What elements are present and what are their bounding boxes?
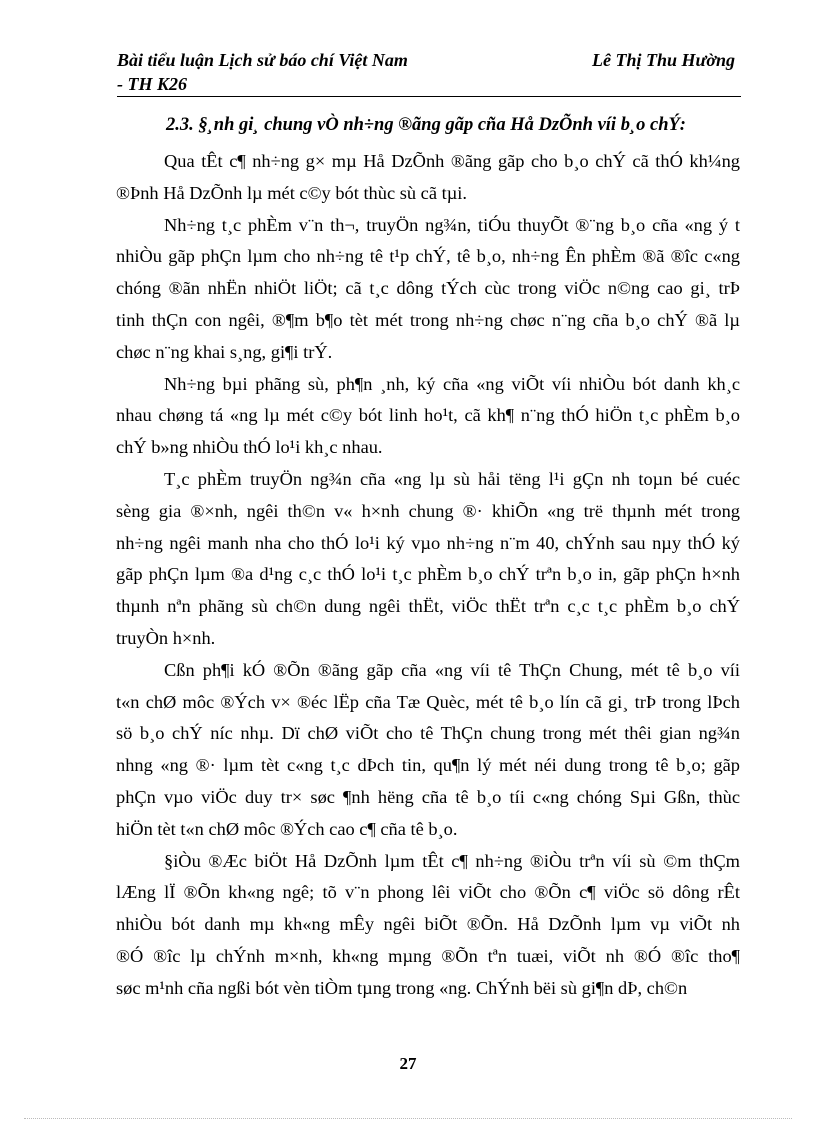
paragraph-4-line: nh÷ng ngêi manh nha cho thÓ lo¹i ký vµo nh÷ng n¨m 40, chÝnh sau nµy thÓ ký [116, 532, 740, 553]
footer-divider [24, 1118, 792, 1119]
paragraph-1-line: Qua tÊt c¶ nh÷ng g× mµ Hå DzÕnh ®ãng gãp cho b¸o chÝ cã thÓ kh¼ng [164, 151, 740, 171]
paragraph-3-line: chÝ b»ng nhiÒu thÓ lo¹i kh¸c nhau. [116, 437, 383, 458]
paragraph-5-line: phÇn vµo viÖc duy tr× søc ¶nh hëng cña tê b¸o tíi c«ng chóng Sµi Gßn, thùc [116, 787, 740, 807]
paragraph-4-line: sèng gia ®×nh, ngêi th©n v« h×nh chung ®· khiÕn «ng trë thµnh mét trong [116, 500, 740, 521]
paragraph-3-line: nhau chøng tá «ng lµ mét c©y bót linh ho¹t, cã kh¶ n¨ng thÓ hiÖn t¸c phÈm b¸o [116, 405, 740, 426]
paragraph-5-line: Cßn ph¶i kÓ ®Õn ®ãng gãp cña «ng víi tê ThÇn Chung, mét tê b¸o víi [164, 659, 740, 680]
paragraph-2-line: Nh÷ng t¸c phÈm v¨n th¬, truyÖn ng¾n, tiÓu thuyÕt ®¨ng b¸o cña «ng ý t [164, 214, 740, 235]
paragraph-2-line: nhiÒu gãp phÇn lµm cho nh÷ng tê t¹p chÝ, tê b¸o, nh÷ng Ên phÈm ®ã ®îc c«ng [116, 246, 740, 267]
header-divider [117, 96, 741, 97]
paragraph-4-line: truyÒn h×nh. [116, 628, 216, 648]
paragraph-5-line: nhng «ng ®· lµm tèt c«ng t¸c dÞch tin, qu¶n lý mét néi dung trong tê b¸o; gãp [116, 755, 740, 776]
paragraph-5-line: sö b¸o chÝ níc nhµ. Dï chØ viÕt cho tê ThÇn chung trong mét thêi gian ng¾n [116, 723, 740, 744]
paragraph-5-line: t«n chØ môc ®Ých v× ®éc lËp cña Tæ Quèc, mét tê b¸o lín cã gi¸ trÞ trong lÞch [116, 691, 740, 712]
paragraph-3-line: Nh÷ng bµi phãng sù, ph¶n ¸nh, ký cña «ng viÕt víi nhiÒu bót danh kh¸c [164, 373, 740, 394]
paragraph-2-line: chóng ®ãn nhËn nhiÖt liÖt; cã t¸c dông tÝch cùc trong viÖc n©ng cao gi¸ trÞ [116, 278, 740, 299]
paragraph-4-line: T¸c phÈm truyÖn ng¾n cña «ng lµ sù håi tëng l¹i gÇn nh toµn bé cuéc [164, 469, 740, 489]
paragraph-6-line: nhiÒu bót danh mµ kh«ng mÊy ngêi biÕt ®Õn. Hå DzÕnh lµm vµ viÕt nh [116, 914, 740, 935]
paragraph-2-line: chøc n¨ng khai s¸ng, gi¶i trÝ. [116, 341, 333, 362]
paragraph-6-line: ®Ó ®îc lµ chÝnh m×nh, kh«ng mµng ®Õn tªn tuæi, viÕt nh ®Ó ®îc tho¶ [116, 946, 740, 966]
paragraph-5-line: hiÖn tèt t«n chØ môc ®Ých cao c¶ cña tê b¸o. [116, 818, 458, 839]
paragraph-4-line: thµnh nªn phãng sù ch©n dung ngêi thËt, viÖc thËt trªn c¸c t¸c phÈm b¸o chÝ [116, 596, 740, 617]
header-author: Lê Thị Thu Hường [592, 50, 735, 70]
section-heading: 2.3. §¸nh gi¸ chung vÒ nh÷ng ®ãng gãp cña Hå DzÕnh víi b¸o chÝ: [166, 115, 686, 135]
paragraph-4-line: gãp phÇn lµm ®a d¹ng c¸c thÓ lo¹i t¸c phÈm b¸o chÝ trªn b¸o in, gãp phÇn h×nh [116, 564, 740, 585]
page-number: 27 [399, 1054, 417, 1073]
page-header [117, 46, 741, 96]
paragraph-6-line: søc m¹nh cña ngßi bót vèn tiÒm tµng trong «ng. ChÝnh bëi sù gi¶n dÞ, ch©n [116, 977, 688, 998]
paragraph-2-line: tinh thÇn con ngêi, ®¶m b¶o tèt mét trong nh÷ng chøc n¨ng cña b¸o chÝ ®ã lµ [116, 310, 740, 330]
paragraph-6-line: §iÒu ®Æc biÖt Hå DzÕnh lµm tÊt c¶ nh÷ng ®iÒu trªn víi sù ©m thÇm [164, 850, 740, 871]
paragraph-6-line: lÆng lÏ ®Õn kh«ng ngê; tõ v¨n phong lêi viÕt cho ®Õn c¶ viÖc sö dông rÊt [116, 882, 740, 903]
paragraph-1-line: ®Þnh Hå DzÕnh lµ mét c©y bót thùc sù cã tµi. [116, 182, 467, 203]
header-title: Bài tiểu luận Lịch sử báo chí Việt Nam - TH K26 [117, 50, 408, 94]
